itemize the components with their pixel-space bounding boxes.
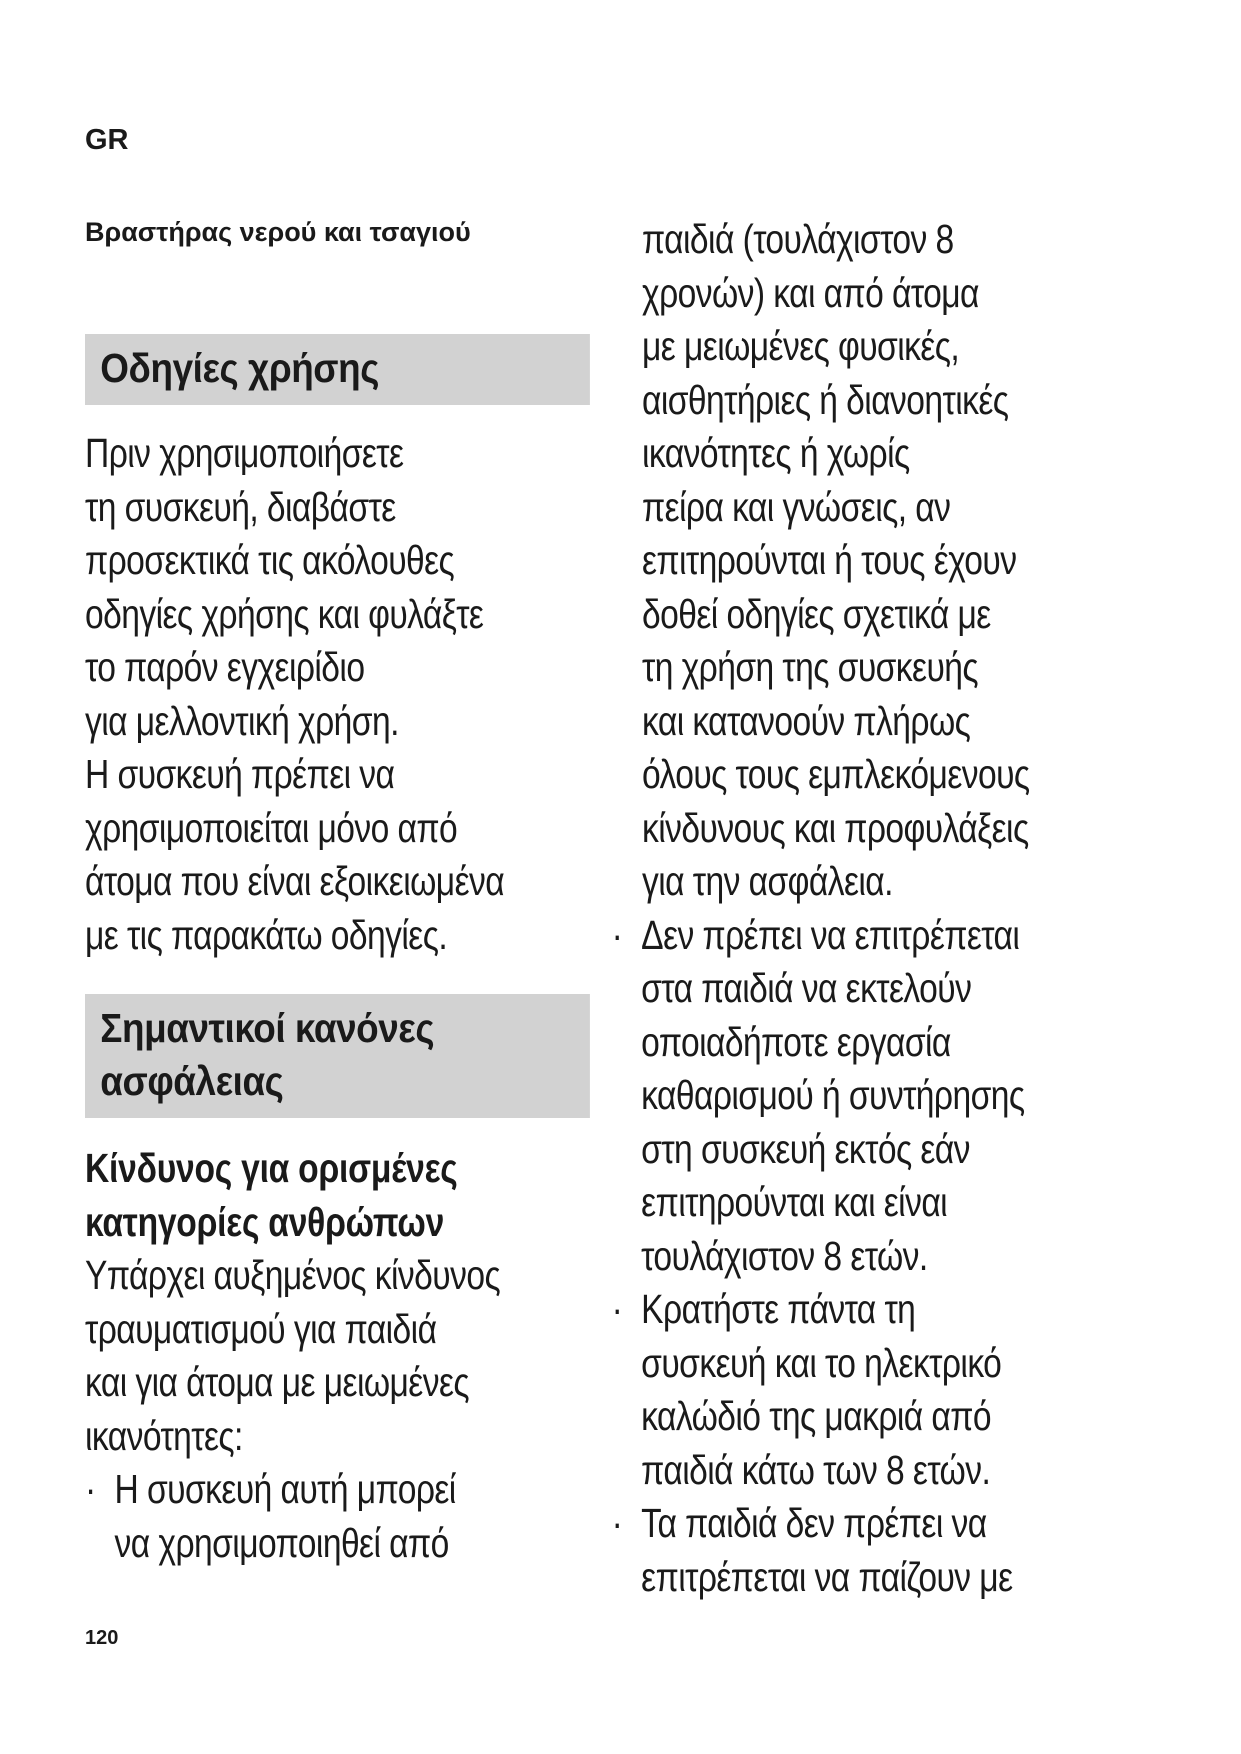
bullet-line: επιτηρούνται και είναι — [641, 1179, 948, 1225]
bullet-line: πείρα και γνώσεις, αν — [642, 483, 951, 530]
bullet-line: για την ασφάλεια. — [642, 858, 893, 904]
bullet-marker: · — [611, 1286, 623, 1332]
bullet-line: ικανότητες ή χωρίς — [642, 430, 910, 476]
bullet-line: καθαρισμού ή συντήρησης — [641, 1072, 1025, 1118]
bullet-item-1-continued — [642, 213, 1162, 909]
safety-title-line: ασφάλειας — [100, 1058, 284, 1104]
intro-line: άτομα που είναι εξοικειωμένα — [85, 858, 505, 904]
intro-line: Πριν χρησιμοποιήσετε — [85, 430, 404, 476]
risk-line: τραυματισμού για παιδιά — [85, 1305, 437, 1352]
bullet-line: κίνδυνους και προφυλάξεις — [642, 804, 1029, 851]
safety-title-line: Σημαντικοί κανόνες — [100, 1005, 435, 1051]
instructions-title: Οδηγίες χρήσης — [100, 345, 379, 391]
bullet-item-1 — [85, 1463, 590, 1570]
bullet-line: τη χρήση της συσκευής — [642, 644, 979, 690]
bullet-line: Κρατήστε πάντα τη — [641, 1286, 916, 1332]
bullet-line: παιδιά (τουλάχιστον 8 — [642, 216, 954, 262]
intro-line: Η συσκευή πρέπει να — [85, 751, 395, 797]
bullet-line: στη συσκευή εκτός εάν — [641, 1125, 970, 1172]
bullet-line: τουλάχιστον 8 ετών. — [641, 1232, 928, 1279]
risk-line: ικανότητες: — [85, 1412, 243, 1459]
bullet-line: αισθητήριες ή διανοητικές — [642, 376, 1009, 423]
bullet-line: όλους τους εμπλεκόμενους — [642, 751, 1030, 797]
risk-line: Υπάρχει αυξημένος κίνδυνος — [85, 1252, 501, 1298]
bullet-line: με μειωμένες φυσικές, — [642, 323, 960, 369]
bullet-marker: · — [85, 1466, 96, 1512]
bullet-marker: · — [611, 1500, 623, 1546]
bullet-line: και κατανοούν πλήρως — [642, 697, 971, 744]
bullet-line: χρονών) και από άτομα — [642, 269, 979, 316]
bullet-item-4 — [612, 1497, 1163, 1604]
product-subtitle: Βραστήρας νερού και τσαγιού — [85, 217, 471, 247]
right-column-text — [611, 213, 1162, 1604]
bullet-line: επιτηρούνται ή τους έχουν — [642, 537, 1017, 583]
intro-paragraph — [85, 427, 590, 962]
bullet-line: στα παιδιά να εκτελούν — [641, 965, 972, 1011]
risk-heading-line: Κίνδυνος για ορισμένες — [85, 1145, 458, 1191]
bullet-line: δοθεί οδηγίες σχετικά με — [642, 590, 991, 637]
bullet-item-3 — [612, 1283, 1163, 1497]
instructions-heading — [85, 334, 589, 405]
bullet-line: Η συσκευή αυτή μπορεί — [114, 1466, 456, 1512]
risk-section — [85, 1142, 590, 1570]
bullet-marker: · — [611, 911, 623, 958]
bullet-line: παιδιά κάτω των 8 ετών. — [641, 1446, 991, 1493]
page-number: 120 — [85, 1627, 119, 1649]
intro-line: το παρόν εγχειρίδιο — [85, 644, 365, 690]
bullet-line: οποιαδήποτε εργασία — [641, 1018, 951, 1065]
risk-line: και για άτομα με μειωμένες — [85, 1359, 470, 1405]
intro-line: για μελλοντική χρήση. — [85, 697, 399, 744]
bullet-line: καλώδιό της μακριά από — [641, 1393, 992, 1439]
right-column — [611, 213, 1162, 1604]
intro-line: προσεκτικά τις ακόλουθες — [85, 537, 455, 583]
risk-heading-line: κατηγορίες ανθρώπων — [85, 1198, 445, 1245]
bullet-item-2 — [612, 909, 1163, 1284]
bullet-line: επιτρέπεται να παίζουν με — [641, 1553, 1013, 1600]
bullet-line: συσκευή και το ηλεκτρικό — [641, 1339, 1002, 1386]
language-code: GR — [85, 124, 129, 156]
left-column — [85, 334, 590, 1570]
bullet-line: Δεν πρέπει να επιτρέπεται — [641, 911, 1020, 958]
safety-heading — [85, 994, 589, 1118]
intro-line: χρησιμοποιείται μόνο από — [85, 804, 458, 851]
bullet-line: να χρησιμοποιηθεί από — [114, 1519, 449, 1566]
intro-line: με τις παρακάτω οδηγίες. — [85, 911, 448, 958]
intro-line: τη συσκευή, διαβάστε — [85, 483, 396, 530]
bullet-line: Τα παιδιά δεν πρέπει να — [641, 1500, 987, 1546]
intro-line: οδηγίες χρήσης και φυλάξτε — [85, 590, 484, 637]
